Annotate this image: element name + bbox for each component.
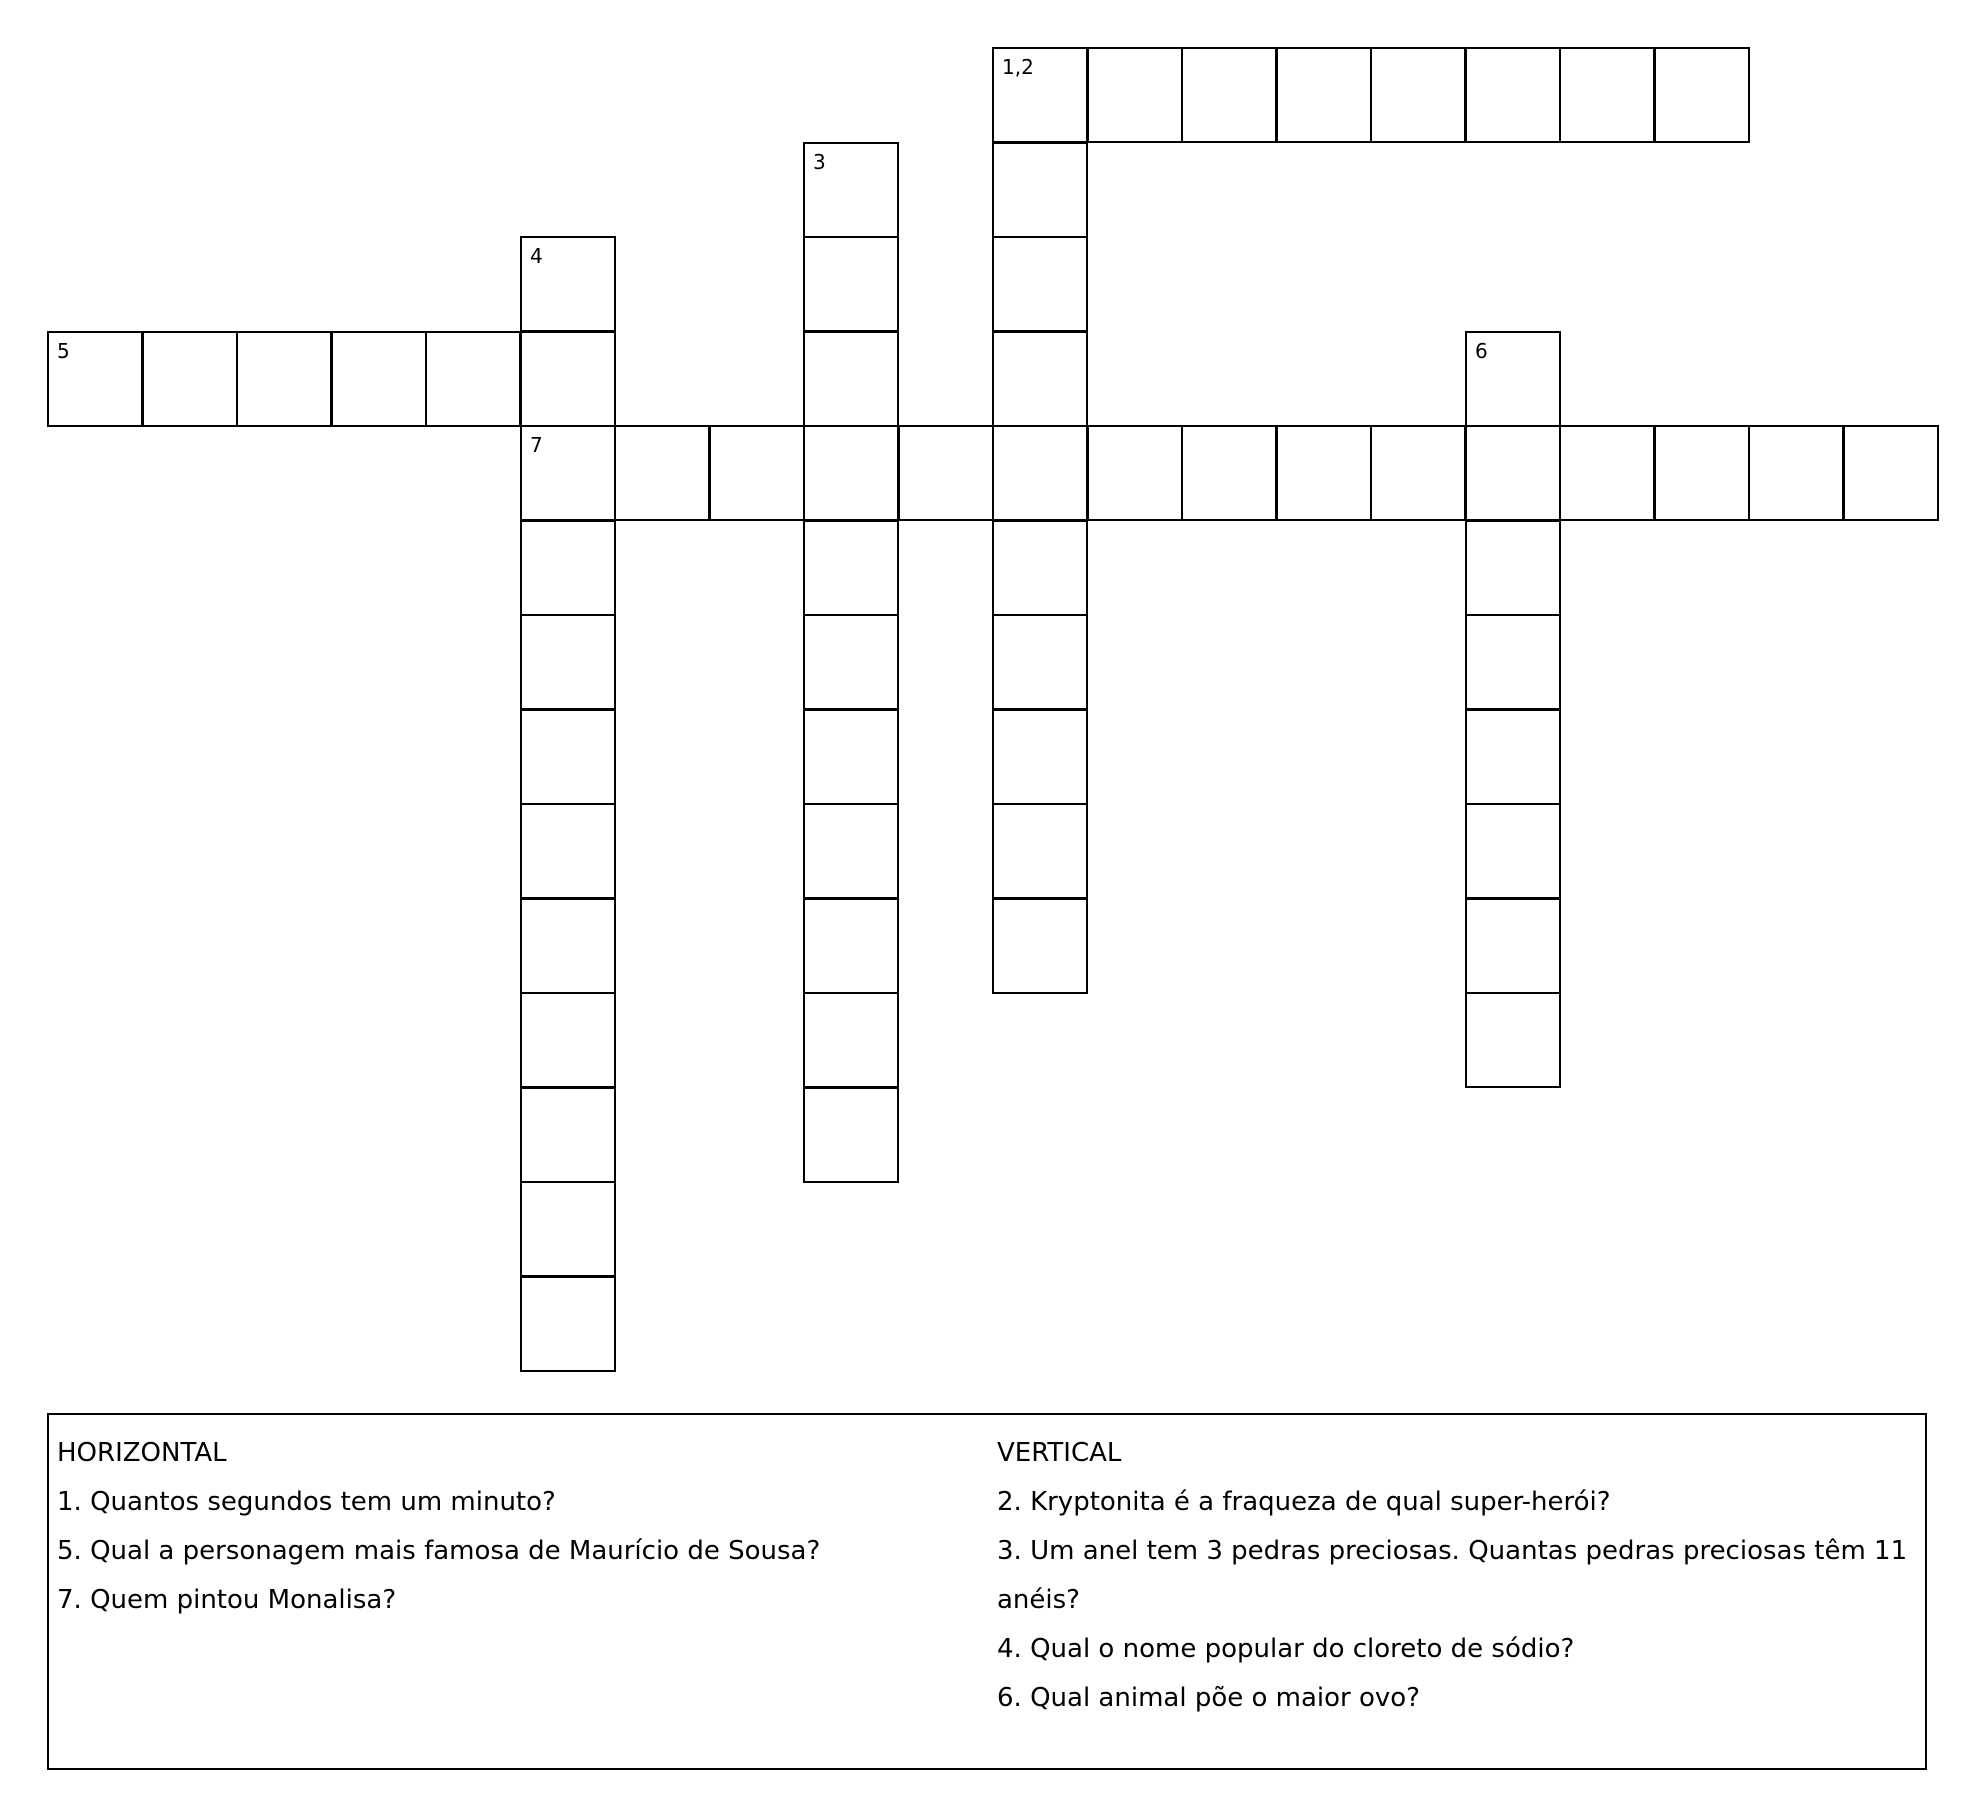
grid-cell[interactable] [1181,425,1277,521]
grid-cell[interactable] [520,992,616,1088]
grid-cell[interactable] [992,142,1088,238]
clue-vertical-3: 3. Um anel tem 3 pedras preciosas. Quantas pedras preciosas têm 11 anéis? [997,1536,1908,1615]
grid-cell[interactable] [142,331,238,427]
grid-cell[interactable] [425,331,521,427]
grid-cell[interactable] [1654,425,1750,521]
grid-cell[interactable] [1748,425,1844,521]
grid-cell[interactable] [520,709,616,805]
grid-cell[interactable] [898,425,994,521]
grid-cell[interactable] [520,236,616,332]
clue-number: 1,2 [1002,55,1034,79]
grid-cell[interactable] [520,898,616,994]
grid-cell[interactable] [1370,425,1466,521]
clue-vertical-2: 2. Kryptonita é a fraqueza de qual super-herói? [997,1487,1611,1517]
grid-cell[interactable] [1559,425,1655,521]
clue-number: 7 [530,433,543,457]
grid-cell[interactable] [1559,47,1655,143]
grid-cell[interactable] [614,425,710,521]
grid-cell[interactable] [992,709,1088,805]
grid-cell[interactable] [1654,47,1750,143]
horizontal-heading: HORIZONTAL [57,1438,227,1468]
clue-number: 3 [813,150,826,174]
grid-cell[interactable] [709,425,805,521]
grid-cell[interactable] [47,331,143,427]
grid-cell[interactable] [520,520,616,616]
grid-cell[interactable] [1465,709,1561,805]
grid-cell[interactable] [520,331,616,427]
grid-cell[interactable] [992,331,1088,427]
grid-cell[interactable] [803,142,899,238]
grid-cell[interactable] [520,614,616,710]
grid-cell[interactable] [803,236,899,332]
grid-cell[interactable] [1465,898,1561,994]
grid-cell[interactable] [1465,425,1561,521]
grid-cell[interactable] [992,425,1088,521]
grid-cell[interactable] [803,331,899,427]
grid-cell[interactable] [992,236,1088,332]
grid-cell[interactable] [803,709,899,805]
grid-cell[interactable] [520,425,616,521]
grid-cell[interactable] [1465,331,1561,427]
clue-number: 6 [1475,339,1488,363]
grid-cell[interactable] [1465,803,1561,899]
clue-vertical-4: 4. Qual o nome popular do cloreto de sódio? [997,1634,1575,1664]
grid-cell[interactable] [992,614,1088,710]
grid-cell[interactable] [803,992,899,1088]
grid-cell[interactable] [520,803,616,899]
grid-cell[interactable] [1370,47,1466,143]
horizontal-clues [57,1429,957,1625]
grid-cell[interactable] [803,425,899,521]
grid-cell[interactable] [803,898,899,994]
grid-cell[interactable] [331,331,427,427]
grid-cell[interactable] [520,1276,616,1372]
grid-cell[interactable] [1276,47,1372,143]
grid-cell[interactable] [1087,425,1183,521]
clue-number: 5 [57,339,70,363]
grid-cell[interactable] [992,898,1088,994]
grid-cell[interactable] [992,803,1088,899]
clue-horizontal-1: 1. Quantos segundos tem um minuto? [57,1487,556,1517]
grid-cell[interactable] [236,331,332,427]
grid-cell[interactable] [1465,992,1561,1088]
grid-cell[interactable] [992,47,1088,143]
grid-cell[interactable] [803,614,899,710]
grid-cell[interactable] [1843,425,1939,521]
grid-cell[interactable] [520,1181,616,1277]
grid-cell[interactable] [1465,520,1561,616]
grid-cell[interactable] [1276,425,1372,521]
vertical-clues [997,1429,1922,1723]
grid-cell[interactable] [1087,47,1183,143]
grid-cell[interactable] [992,520,1088,616]
clue-number: 4 [530,244,543,268]
grid-cell[interactable] [1465,47,1561,143]
grid-cell[interactable] [803,520,899,616]
grid-cell[interactable] [520,1087,616,1183]
vertical-heading: VERTICAL [997,1438,1122,1468]
grid-cell[interactable] [1181,47,1277,143]
grid-cell[interactable] [803,1087,899,1183]
clues-panel [47,1413,1927,1770]
grid-cell[interactable] [1465,614,1561,710]
clue-vertical-6: 6. Qual animal põe o maior ovo? [997,1683,1421,1713]
clue-horizontal-7: 7. Quem pintou Monalisa? [57,1585,397,1615]
grid-cell[interactable] [803,803,899,899]
clue-horizontal-5: 5. Qual a personagem mais famosa de Maurício de Sousa? [57,1536,821,1566]
